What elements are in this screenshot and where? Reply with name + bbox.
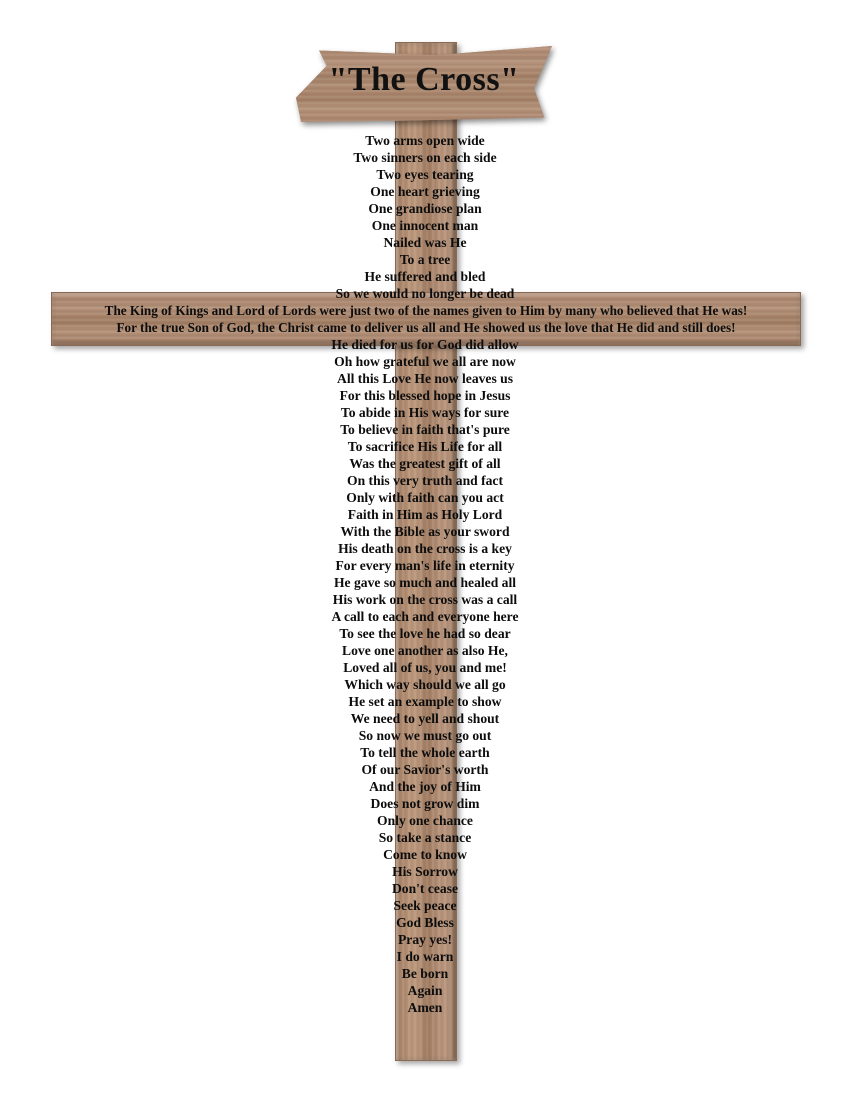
- poem-line: One grandiose plan: [368, 201, 482, 216]
- poem-line: I do warn: [396, 949, 454, 964]
- page-title: "The Cross": [328, 61, 520, 98]
- poem-line: Be born: [401, 966, 449, 981]
- poem-line: And the joy of Him: [369, 779, 481, 794]
- poem-line: He died for us for God did allow: [331, 337, 519, 352]
- crossbar-verse: [51, 302, 801, 336]
- poem-line: He suffered and bled: [364, 269, 486, 284]
- poem-line: Amen: [407, 1000, 443, 1015]
- poem-line: Don't cease: [391, 881, 459, 896]
- poem-line: His work on the cross was a call: [332, 592, 518, 607]
- poem-line: Pray yes!: [398, 932, 452, 947]
- poem-line: To sacrifice His Life for all: [347, 439, 503, 454]
- poem-line: Only with faith can you act: [346, 490, 504, 505]
- poem-line: So take a stance: [378, 830, 472, 845]
- poem-line: Faith in Him as Holy Lord: [347, 507, 503, 522]
- poem-line: On this very truth and fact: [347, 473, 503, 488]
- poem-line: Love one another as also He,: [342, 643, 508, 658]
- poem-line: Two arms open wide: [365, 133, 485, 148]
- poem-line: To a tree: [399, 252, 451, 267]
- poem-lower-stanza: [0, 336, 850, 1016]
- crossbar-line: The King of Kings and Lord of Lords were just two of the names given to Him by many who believed that He was!: [104, 303, 748, 318]
- poem-line: Which way should we all go: [344, 677, 506, 692]
- poem-line: Two eyes tearing: [376, 167, 474, 182]
- poem-line: One heart grieving: [370, 184, 480, 199]
- poem-line: We need to yell and shout: [350, 711, 500, 726]
- poem-line: Loved all of us, you and me!: [343, 660, 507, 675]
- poem-line: For this blessed hope in Jesus: [339, 388, 511, 403]
- poem-line: He set an example to show: [348, 694, 502, 709]
- poem-line: To tell the whole earth: [360, 745, 490, 760]
- poem-line: God Bless: [396, 915, 454, 930]
- crossbar-line: For the true Son of God, the Christ came to deliver us all and He showed us the love that He did and still does!: [116, 320, 736, 335]
- poem-line: To see the love he had so dear: [339, 626, 511, 641]
- poem-line: Oh how grateful we all are now: [334, 354, 516, 369]
- poem-line: Was the greatest gift of all: [349, 456, 501, 471]
- poem-line: Only one chance: [377, 813, 473, 828]
- poem-upper-stanza: [0, 132, 850, 302]
- title-sign: [296, 46, 552, 122]
- poem-line: Two sinners on each side: [353, 150, 497, 165]
- poem-line: So now we must go out: [358, 728, 492, 743]
- poem-line: To believe in faith that's pure: [340, 422, 510, 437]
- poem-line: To abide in His ways for sure: [340, 405, 510, 420]
- poem-line: A call to each and everyone here: [331, 609, 519, 624]
- poem-line: So we would no longer be dead: [335, 286, 515, 301]
- poem-line: He gave so much and healed all: [333, 575, 516, 590]
- poem-line: With the Bible as your sword: [340, 524, 510, 539]
- poem-line: Does not grow dim: [370, 796, 480, 811]
- poem-line: For every man's life in eternity: [335, 558, 515, 573]
- poem-line: All this Love He now leaves us: [337, 371, 513, 386]
- poem-line: His Sorrow: [392, 864, 458, 879]
- poem-line: Nailed was He: [383, 235, 467, 250]
- poem-line: One innocent man: [371, 218, 479, 233]
- poem-line: Of our Savior's worth: [361, 762, 489, 777]
- poem-line: His death on the cross is a key: [338, 541, 512, 556]
- poem-line: Seek peace: [393, 898, 457, 913]
- poem-line: Again: [407, 983, 443, 998]
- poem-line: Come to know: [383, 847, 467, 862]
